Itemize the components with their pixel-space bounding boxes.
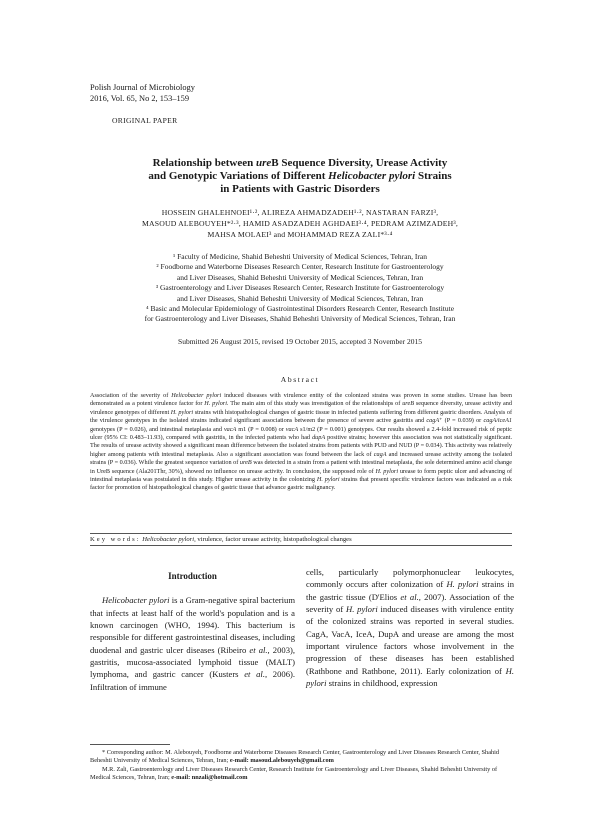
affiliation-line: ² Foodborne and Waterborne Diseases Research Center, Research Institute for Gastroenterology: [156, 262, 444, 272]
title-text: in Patients with Gastric Disorders: [220, 183, 380, 195]
title-text: B Sequence Diversity, Urease Activity: [271, 157, 448, 169]
affiliation-line: for Gastroenterology and Liver Diseases, Shahid Beheshti University of Medical Sciences, Tehran, Iran: [144, 314, 456, 324]
journal-header: [90, 82, 195, 104]
affiliation-line: and Liver Diseases, Shahid Beheshti University of Medical Sciences, Tehran, Iran: [176, 293, 424, 303]
paper-title: [80, 157, 520, 196]
affiliation-line: and Liver Diseases, Shahid Beheshti University of Medical Sciences, Tehran, Iran: [176, 272, 424, 282]
paragraph: cells, particularly polymorphonuclear leukocytes, commonly occurs after colonization of H. pylori strains in the gastric tissue (D'Elios et al., 2007). Association of the severity of H. pylori induced diseases with virulence entity of the colonized strains was reported in several studies. CagA, VacA, IceA, DupA and urease are among the most important virulence factors whose involvement in the progression of these diseases has been established (Rathbone and Rathbone, 2011). Early colonization of H. pylori strains in childhood, expression: [306, 567, 515, 689]
journal-name: Polish Journal of Microbiology: [90, 83, 195, 92]
keyword: Helicobacter pylori: [142, 536, 195, 543]
affiliation-line: ³ Gastroenterology and Liver Diseases Research Center, Research Institute for Gastroenterology: [155, 283, 445, 293]
title-text: Relationship between: [152, 157, 256, 169]
keyword-list: , virulence, factor urease activity, histopathological changes: [194, 536, 352, 543]
paragraph: Helicobacter pylori is a Gram-negative spiral bacterium that infects at least half of the world's population and is a known carcinogen (WHO, 1994). This bacterium is responsible for different gastrointestinal diseases, including duodenal and gastric ulcer diseases (Ribeiro et al., 2003), gastritis, mucosa-associated lymphoid tissue (MALT) lymphoma, and gastric cancer (Kusters et al., 2006). Infiltration of immune: [90, 595, 296, 692]
author-line: MASOUD ALEBOUYEH*²·³, HAMID ASADZADEH AGHDAEI³·⁴, PEDRAM AZIMZADEH³,: [141, 219, 459, 228]
email-link[interactable]: e-mail: masoud.alebouyeh@gmail.com: [229, 757, 334, 765]
affiliations: [80, 252, 520, 325]
title-text: Strains: [415, 170, 452, 182]
keywords: [90, 533, 512, 546]
body-column-right: [306, 566, 514, 689]
abstract-heading: Abstract: [280, 375, 320, 384]
title-species: Helicobacter pylori: [328, 170, 416, 182]
author-line: HOSSEIN GHALEHNOEI¹·², ALIREZA AHMADZADEH¹·², NASTARAN FARZI³,: [161, 208, 439, 217]
submission-dates: Submitted 26 August 2015, revised 19 October 2015, accepted 3 November 2015: [178, 337, 422, 346]
journal-citation: 2016, Vol. 65, No 2, 153–159: [90, 94, 190, 103]
footnote-corresponding-1: * Corresponding author: M. Alebouyeh, Foodborne and Waterborne Diseases Research Center, Gastroenterology and Liver Diseases Research Center, Shahid Beheshti University of Medical Sciences, Tehran, Iran; e-mail: masoud.alebouyeh@gmail.com: [90, 749, 500, 765]
affiliation-line: ¹ Faculty of Medicine, Shahid Beheshti University of Medical Sciences, Tehran, Iran: [172, 252, 428, 261]
footnote-corresponding-2: M.R. Zali, Gastroenterology and Liver Diseases Research Center, Research Institute for Gastroenterology and Liver Diseases, Shahid Beheshti University of Medical Sciences, Tehran, Iran; e-mail: nnzali@hotmail.com: [90, 765, 498, 782]
footnote-divider: [90, 744, 170, 745]
title-text: and Genotypic Variations of Different: [148, 170, 329, 182]
author-list: [80, 207, 520, 240]
email-link[interactable]: e-mail: nnzali@hotmail.com: [171, 774, 248, 782]
paper-type: ORIGINAL PAPER: [112, 116, 178, 125]
body-column-left: [90, 566, 295, 693]
title-gene: ure: [255, 157, 272, 169]
affiliation-line: ⁴ Basic and Molecular Epidemiology of Gastrointestinal Disorders Research Center, Research Institute: [145, 304, 455, 314]
author-line: MAHSA MOLAEI³ and MOHAMMAD REZA ZALI*³·⁴: [207, 230, 393, 239]
keywords-label: Key words:: [90, 536, 141, 543]
section-heading-introduction: Introduction: [168, 571, 217, 581]
abstract-body: Association of the severity of Helicobacter pylori induced diseases with virulence entity of the colonized strains was proven in some studies. Urease has been demonstrated as a potent virulence factor for H. pylori. The main aim of this study was investigation of the relationships of ureB sequence diversity, urease activity and virulence genotypes of different H. pylori strains with histopathological changes of gastric tissue in infected patients suffering from different gastric disorders. Analysis of the virulence genotypes in the isolated strains indicated significant associations between the presence of severe active gastritis and cagA⁺ (P = 0.039) or cagA/iceA1 genotypes (P = 0.026), and intestinal metaplasia and vacA m1 (P = 0.008) or vacA s1/m2 (P = 0.001) genotypes. Our results showed a 2.4-fold increased risk of peptic ulcer (95% CI: 0.483–11.93), compared with gastritis, in the infected patients who had dupA positive strains; however this association was not statistically significant. The results of urease activity showed a significant mean difference between the isolated strains from patients with PUD and NUD (P = 0.034). This activity was relatively higher among patients with intestinal metaplasia. Also a significant association was found between the lack of cagA and increased urease activity among the isolated strains (P = 0.036). While the greatest sequence variation of ureB was detected in a strain from a patient with intestinal metaplasia, the sole determined amino acid change in UreB sequence (Ala201Thr, 30%), showed no influence on urease activity. In conclusion, the supposed role of H. pylori urease to form peptic ulcer and advancing of intestinal metaplasia was postulated in this study. Higher urease activity in the colonizing H. pylori strains that present specific virulence factors was indicated as a risk factor for promotion of histopathological changes of gastric tissue that advance gastric malignancy.: [90, 392, 513, 492]
footnotes: [90, 749, 514, 783]
